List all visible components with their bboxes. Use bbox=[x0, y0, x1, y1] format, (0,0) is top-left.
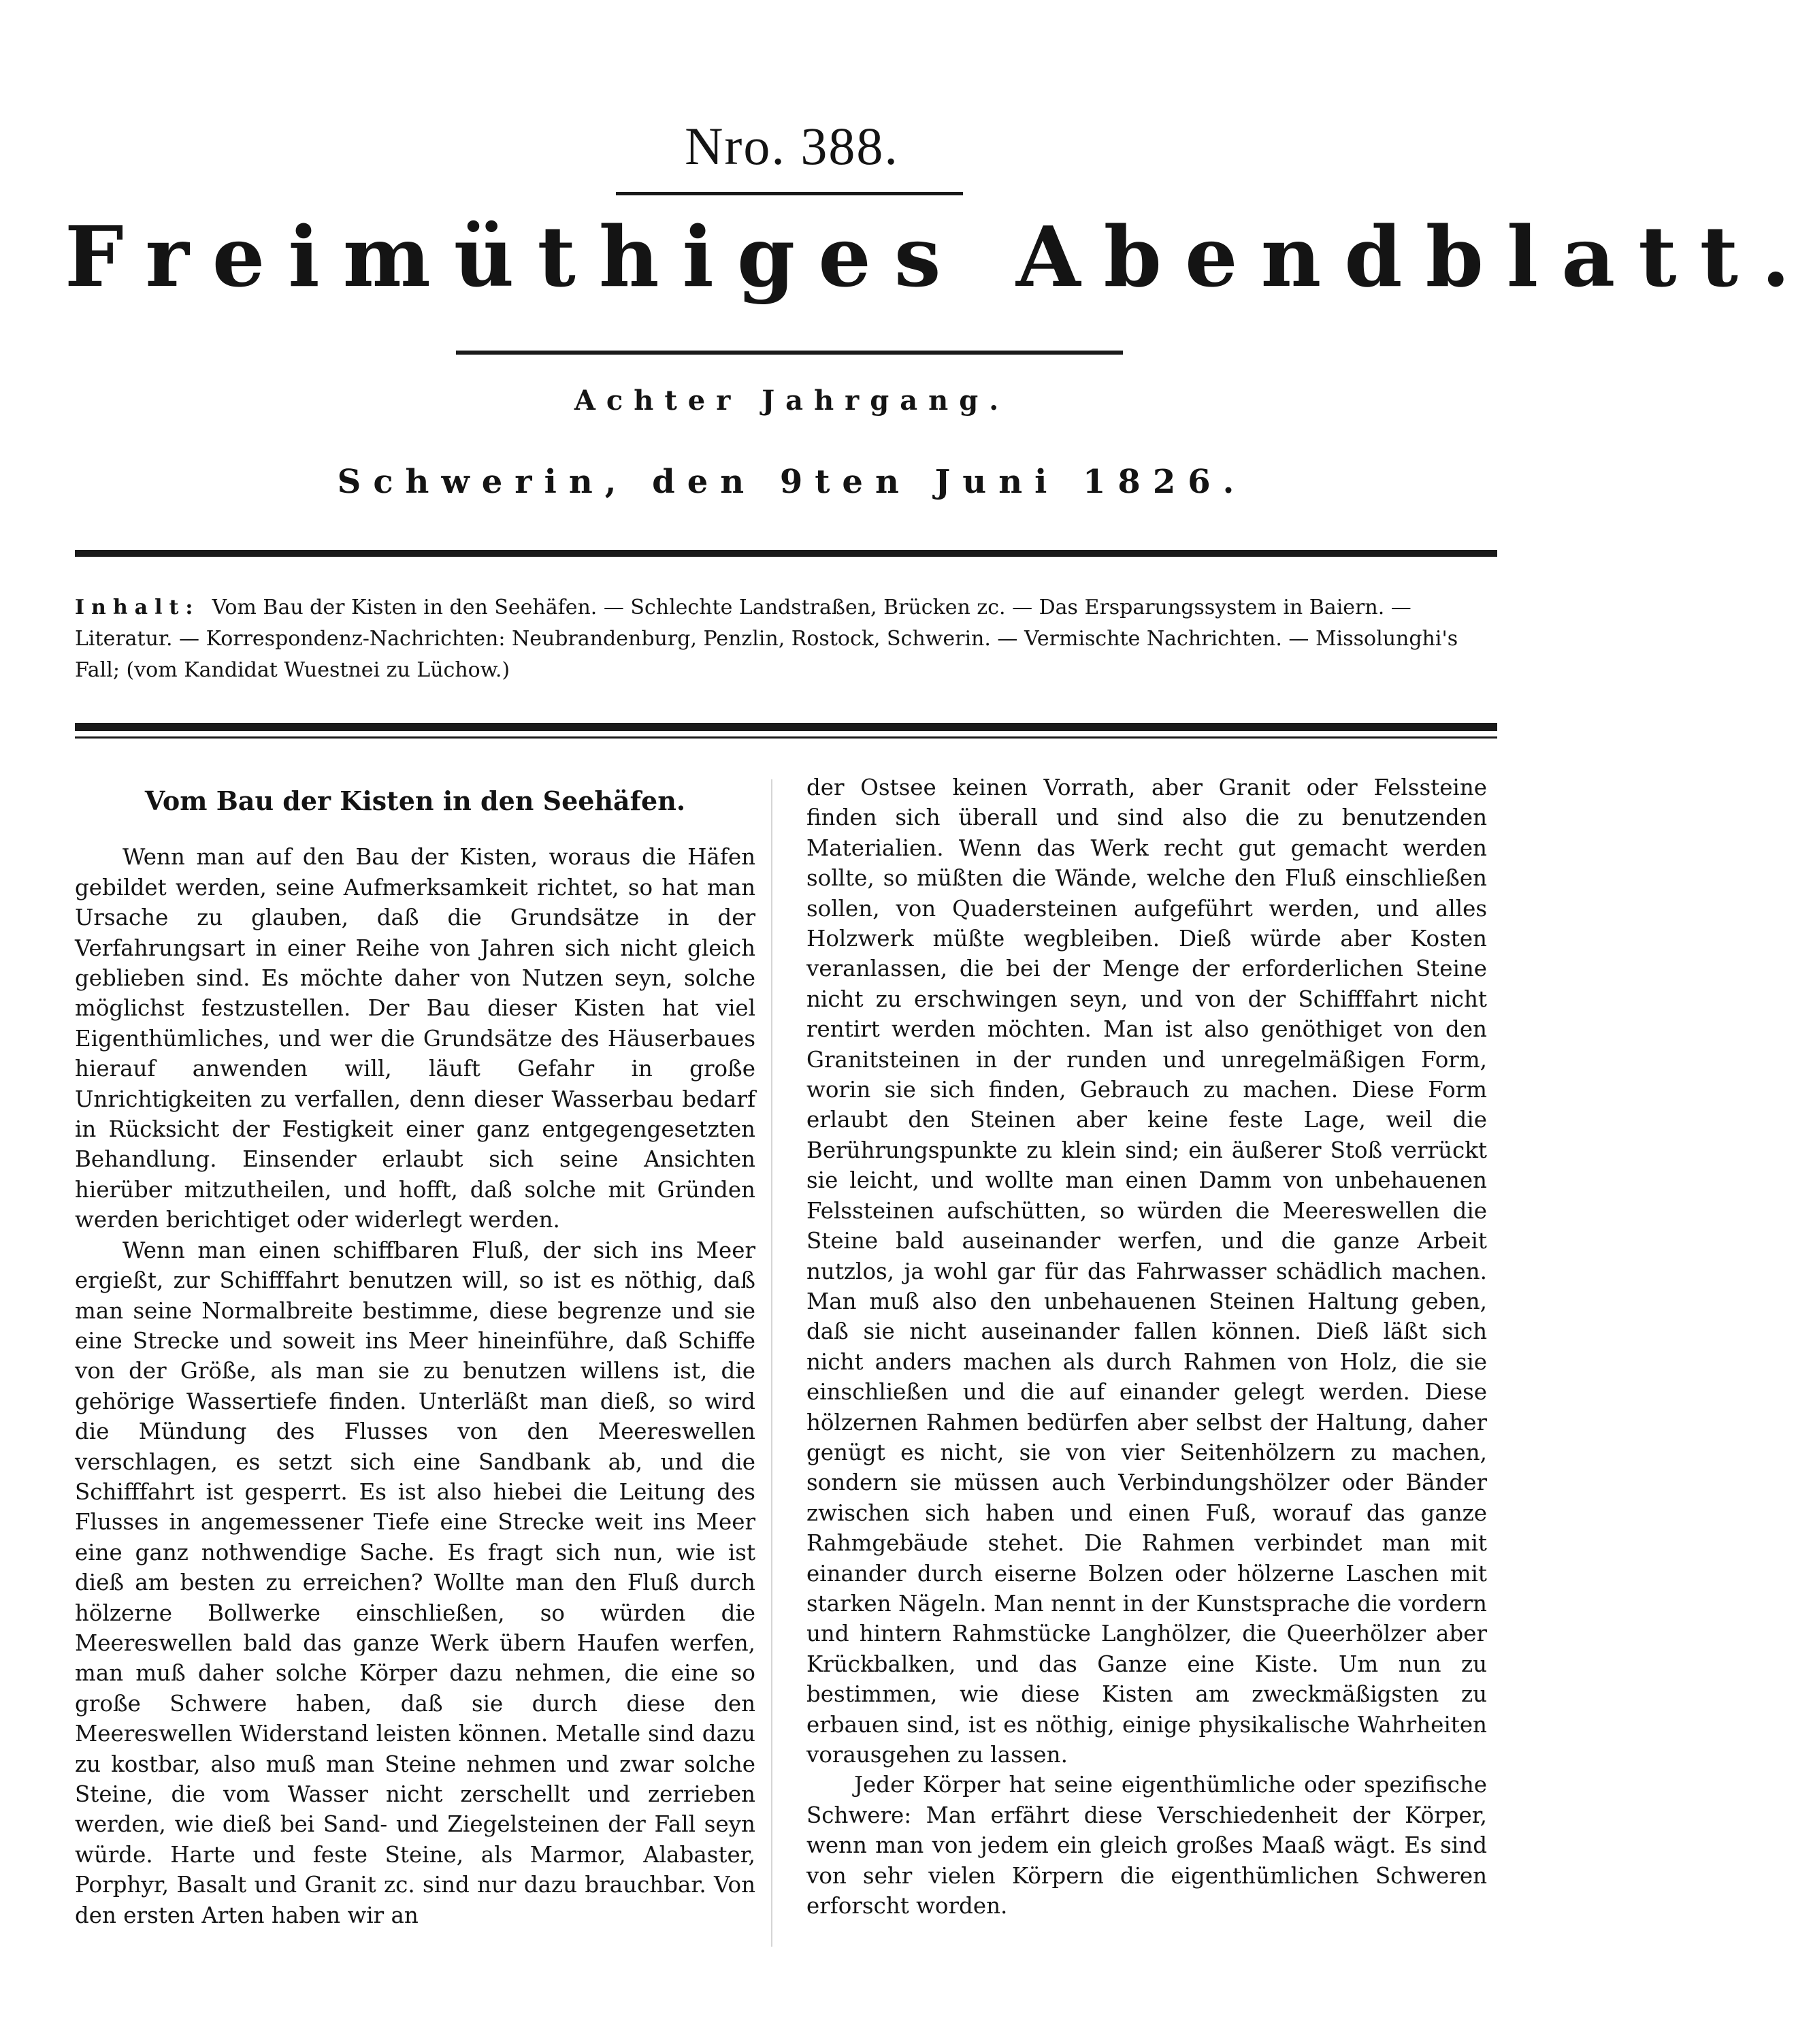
volume-line: Achter Jahrgang. bbox=[574, 385, 1010, 417]
table-of-contents bbox=[75, 592, 1497, 686]
contents-text: Vom Bau der Kisten in den Seehäfen. — Schlechte Landstraßen, Brücken zc. — Das Ersparungssystem in Baiern. — Literatur. — Korrespondenz-Nachrichten: Neubrandenburg, Penzlin, Rostock, Schwerin. — Vermischte Nachrichten. — Missolunghi's Fall; (vom Kandidat Wuestnei zu Lüchow.) bbox=[75, 596, 1458, 682]
left-column bbox=[75, 773, 755, 1930]
paragraph: Wenn man einen schiffbaren Fluß, der sich ins Meer ergießt, zur Schifffahrt benutzen will, so ist es nöthig, daß man seine Normalbreite bestimme, diese begrenze und sie eine Strecke und soweit ins Meer hineinführe, daß Schiffe von der Größe, als man sie zu benutzen willens ist, die gehörige Wassertiefe finden. Unterläßt man dieß, so wird die Mündung des Flusses von den Meereswellen verschlagen, es setzt sich eine Sandbank ab, und die Schifffahrt ist gesperrt. Es ist also hiebei die Leitung des Flusses in angemessener Tiefe eine Strecke weit ins Meer eine ganz nothwendige Sache. Es fragt sich nun, wie ist dieß am besten zu erreichen? Wollte man den Fluß durch hölzerne Bollwerke einschließen, so würden die Meereswellen bald das ganze Werk übern Haufen werfen, man muß daher solche Körper dazu nehmen, die eine so große Schwere haben, daß sie durch diese den Meereswellen Widerstand leisten können. Metalle sind dazu zu kostbar, also muß man Steine nehmen und zwar solche Steine, die vom Wasser nicht zerschellt und zerrieben werden, wie dieß bei Sand- und Ziegelsteinen der Fall seyn würde. Harte und feste Steine, als Marmor, Alabaster, Porphyr, Basalt und Granit zc. sind nur dazu brauchbar. Von den ersten Arten haben wir an bbox=[75, 1237, 755, 1928]
issue-number: Nro. 388. bbox=[685, 116, 899, 176]
rule-under-number bbox=[616, 192, 963, 195]
contents-label: Inhalt: bbox=[75, 596, 200, 619]
rule-under-title bbox=[456, 351, 1123, 355]
column-divider bbox=[771, 779, 772, 1947]
masthead-title: Freimüthiges Abendblatt. bbox=[65, 208, 1813, 306]
paragraph: Jeder Körper hat seine eigenthümliche oder spezifische Schwere: Man erfährt diese Verschiedenheit der Körper, wenn man von jedem ein gleich großes Maaß wägt. Es sind von sehr vielen Körpern die eigenthümlichen Schweren erforscht worden. bbox=[806, 1772, 1487, 1919]
paragraph: Wenn man auf den Bau der Kisten, woraus die Häfen gebildet werden, seine Aufmerksamkeit richtet, so hat man Ursache zu glauben, daß die Grundsätze in der Verfahrungsart in einer Reihe von Jahren sich nicht gleich geblieben sind. Es möchte daher von Nutzen seyn, solche möglichst festzustellen. Der Bau dieser Kisten hat viel Eigenthümliches, und wer die Grundsätze des Häuserbaues hierauf anwenden will, läuft Gefahr in große Unrichtigkeiten zu verfallen, denn dieser Wasserbau bedarf in Rücksicht der Festigkeit einer ganz entgegengesetzten Behandlung. Einsender erlaubt sich seine Ansichten hierüber mitzutheilen, und hofft, daß solche mit Gründen werden berichtiget oder widerlegt werden. bbox=[75, 844, 755, 1233]
rule-above-contents bbox=[75, 550, 1497, 557]
dateline: Schwerin, den 9ten Juni 1826. bbox=[337, 463, 1247, 501]
right-column bbox=[806, 773, 1487, 1921]
rule-below-contents-thick bbox=[75, 723, 1497, 731]
rule-below-contents-thin bbox=[75, 736, 1497, 739]
paragraph: der Ostsee keinen Vorrath, aber Granit oder Felssteine finden sich überall und sind also die zu benutzenden Materialien. Wenn das Werk recht gut gemacht werden sollte, so müßten die Wände, welche den Fluß einschließen sollen, von Quadersteinen aufgeführt werden, und alles Holzwerk müßte wegbleiben. Dieß würde aber Kosten veranlassen, die bei der Menge der erforderlichen Steine nicht zu erschwingen seyn, und von der Schifffahrt nicht rentirt werden möchten. Man ist also genöthiget von den Granitsteinen in der runden und unregelmäßigen Form, worin sie sich finden, Gebrauch zu machen. Diese Form erlaubt den Steinen aber keine feste Lage, weil die Berührungspunkte zu klein sind; ein äußerer Stoß verrückt sie leicht, und wollte man einen Damm von unbehauenen Felssteinen aufschütten, so würden die Meereswellen die Steine bald auseinander werfen, und die ganze Arbeit nutzlos, ja wohl gar für das Fahrwasser schädlich machen. Man muß also den unbehauenen Steinen Haltung geben, daß sie nicht auseinander fallen können. Dieß läßt sich nicht anders machen als durch Rahmen von Holz, die sie einschließen und die auf einander gelegt werden. Diese hölzernen Rahmen bedürfen aber selbst der Haltung, daher genügt es nicht, sie von vier Seitenhölzern zu machen, sondern sie müssen auch Verbindungshölzer oder Bänder zwischen sich haben und einen Fuß, worauf das ganze Rahmgebäude stehet. Die Rahmen verbindet man mit einander durch eiserne Bolzen oder hölzerne Laschen mit starken Nägeln. Man nennt in der Kunstsprache die vordern und hintern Rahmstücke Langhölzer, die Queerhölzer aber Krückbalken, und das Ganze eine Kiste. Um nun zu bestimmen, wie diese Kisten am zweckmäßigsten zu erbauen sind, ist es nöthig, einige physikalische Wahrheiten vorausgehen zu lassen. bbox=[806, 775, 1487, 1768]
article-title: Vom Bau der Kisten in den Seehäfen. bbox=[144, 785, 686, 816]
